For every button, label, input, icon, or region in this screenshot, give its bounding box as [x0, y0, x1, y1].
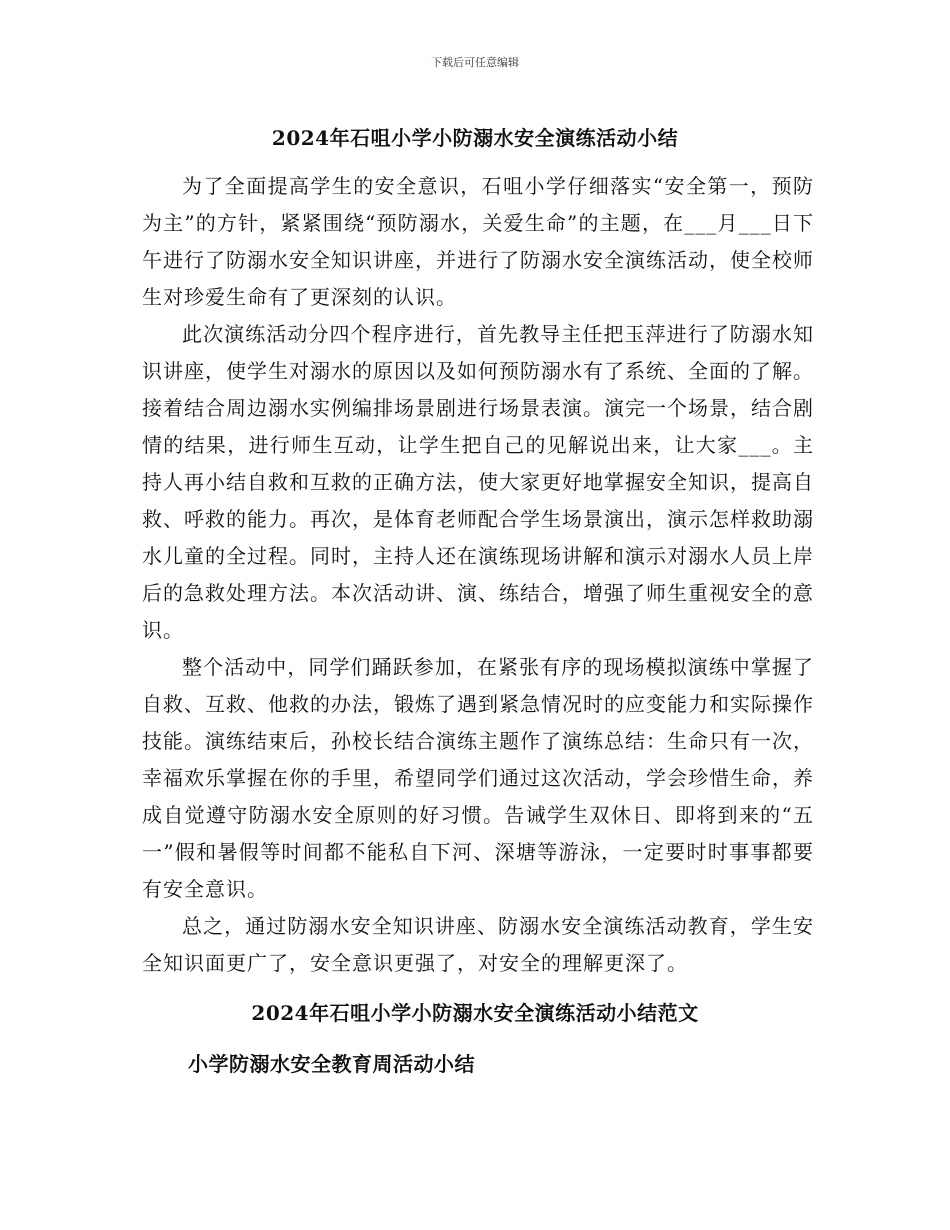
second-document-title: 2024年石咀小学小防溺水安全演练活动小结范文	[251, 1001, 699, 1025]
paragraph-3: 整个活动中，同学们踊跃参加，在紧张有序的现场模拟演练中掌握了自救、互救、他救的办法，锻炼了遇到紧急情况时的应变能力和实际操作技能。演练结束后，孙校长结合演练主题作了演练总结：生命只有一次，幸福欢乐掌握在你的手里，希望同学们通过这次活动，学会珍惜生命，养成自觉遵守防溺水安全原则的好习惯。告诫学生双休日、即将到来的“五一”假和暑假等时间都不能私自下河、深塘等游泳，一定要时时事事都要有安全意识。	[142, 655, 814, 901]
paragraph-2: 此次演练活动分四个程序进行，首先教导主任把玉萍进行了防溺水知识讲座，使学生对溺水的原因以及如何预防溺水有了系统、全面的了解。接着结合周边溺水实例编排场景剧进行场景表演。演完一个场景，结合剧情的结果，进行师生互动，让学生把自己的见解说出来，让大家___。主持人再小结自救和互救的正确方法，使大家更好地掌握安全知识，提高自救、呼救的能力。再次，是体育老师配合学生场景演出，演示怎样救助溺水儿童的全过程。同时，主持人还在演练现场讲解和演示对溺水人员上岸后的急救处理方法。本次活动讲、演、练结合，增强了师生重视安全的意识。	[142, 322, 814, 642]
section-subtitle: 小学防溺水安全教育周活动小结	[188, 1052, 475, 1076]
paragraph-4: 总之，通过防溺水安全知识讲座、防溺水安全演练活动教育，学生安全知识面更广了，安全意识更强了，对安全的理解更深了。	[142, 914, 814, 975]
paragraph-1: 为了全面提高学生的安全意识，石咀小学仔细落实“安全第一，预防为主”的方针，紧紧围绕“预防溺水，关爱生命”的主题，在___月___日下午进行了防溺水安全知识讲座，并进行了防溺水安全演练活动，使全校师生对珍爱生命有了更深刻的认识。	[142, 174, 814, 309]
page-header-note: 下载后可任意编辑	[431, 56, 519, 69]
document-title: 2024年石咀小学小防溺水安全演练活动小结	[271, 126, 679, 150]
document-body	[142, 168, 814, 982]
